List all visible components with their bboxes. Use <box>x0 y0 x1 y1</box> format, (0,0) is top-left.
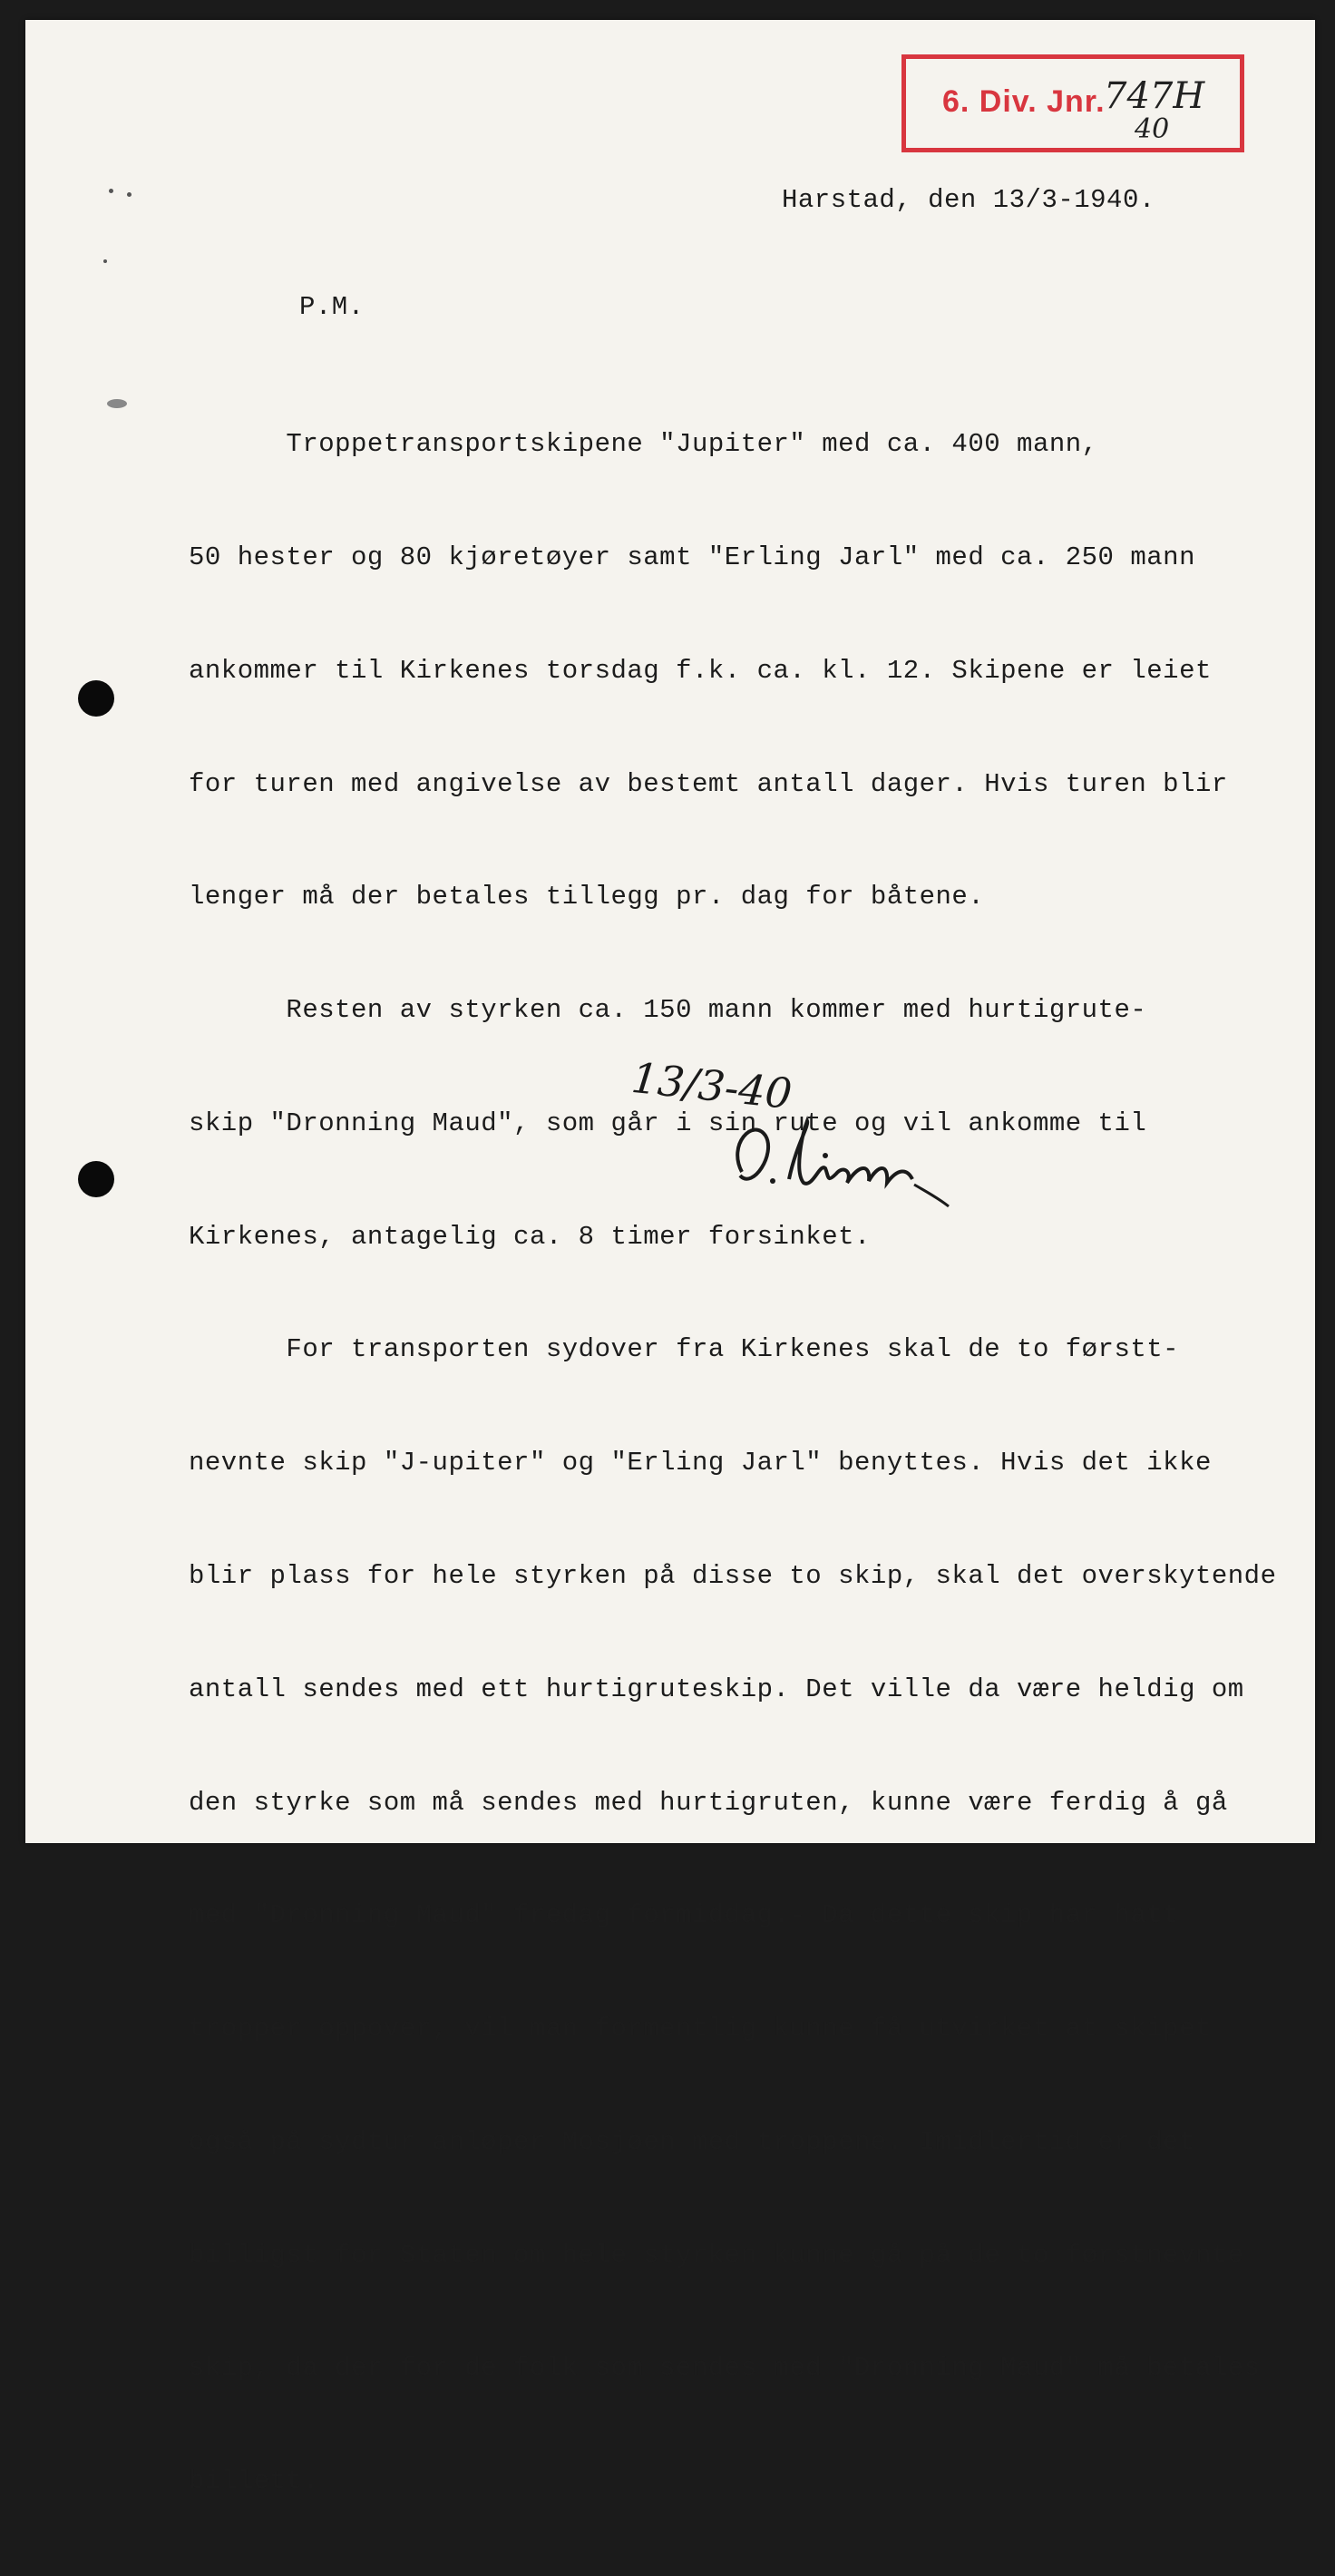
place-date: Harstad, den 13/3-1940. <box>782 185 1155 215</box>
body-line: med "Dronning Maud" fredag formiddag.- Da dette skip har hatt <box>189 1900 1180 1931</box>
body-line: blir plass for hele styrken på disse to skip, skal det overskytende <box>189 1561 1277 1591</box>
body-line: billigst for Staten om hele styrken kunne gå på de to førstnevnte <box>189 2239 1244 2270</box>
stamp-year: 40 <box>1135 113 1170 145</box>
body-line: nevnte skip "J-upiter" og "Erling Jarl" benyttes. Hvis det ikke <box>189 1448 1212 1478</box>
body-line: tropper oppover, vil man formentlig kunne få utvirket at skipet <box>189 2014 1212 2044</box>
body-line: antall sendes med ett hurtigruteskip. Det ville da være heldig om <box>189 1673 1244 1704</box>
body-line: 50 hester og 80 kjøretøyer samt "Erling Jarl" med ca. 250 mann <box>189 542 1195 572</box>
handwritten-date: 13/3-40 <box>629 1052 794 1119</box>
body-line: For transporten sydover fra Kirkenes skal de to førstt- <box>189 1334 1180 1365</box>
body-line: billett. <box>189 2466 319 2497</box>
body-line: lenger må der betales tillegg pr. dag for båtene. <box>189 882 985 912</box>
punch-hole <box>78 680 114 717</box>
punch-hole <box>78 1161 114 1197</box>
letter-body <box>189 350 1277 2576</box>
stamp-number: 747H <box>1104 75 1205 117</box>
body-line: Kirkenes, antagelig ca. 8 timer forsinket. <box>189 1221 871 1252</box>
paper-speck <box>127 192 132 197</box>
paper-smudge <box>107 399 127 408</box>
paper-speck <box>103 259 107 263</box>
body-line: Resten av styrken ca. 150 mann kommer med hurtigrute- <box>189 995 1147 1026</box>
body-line: skip "Dronning Maud", som går i sin rute og vil ankomme til <box>189 1107 1147 1138</box>
salutation: P.M. <box>299 292 365 322</box>
body-line: Troppetransportskipene "Jupiter" med ca. 400 mann, <box>189 429 1098 460</box>
paper-speck <box>109 189 113 193</box>
body-line: den styrke som må sendes med hurtigruten, kunne være ferdig å gå <box>189 1787 1228 1818</box>
body-line: også på sydtur anløper Mosjøen med troppene. Imidlertid er det <box>189 2126 1195 2157</box>
handwritten-signature <box>726 1108 961 1217</box>
document-page <box>25 20 1315 2497</box>
journal-stamp <box>901 54 1244 152</box>
body-line: for turen med angivelse av bestemt antall dager. Hvis turen blir <box>189 768 1228 799</box>
stamp-label: 6. Div. Jnr. <box>942 84 1106 119</box>
body-line: skip, da der for de folk som sendes med "Dronning Maud" må betales <box>189 2353 1261 2384</box>
body-line: ankommer til Kirkenes torsdag f.k. ca. kl. 12. Skipene er leiet <box>189 655 1212 686</box>
